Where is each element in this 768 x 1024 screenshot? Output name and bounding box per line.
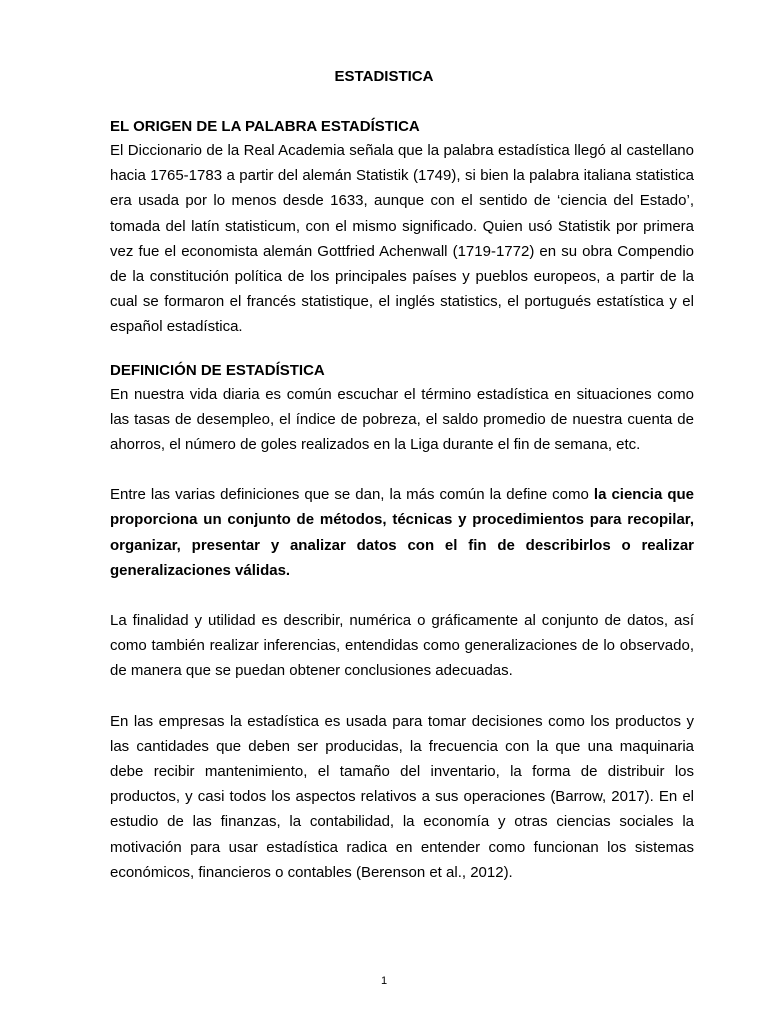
- definition-bold-text: la ciencia que proporciona un conjunto de métodos, técnicas y procedimientos para recopilar, organizar, presentar y analizar datos con el fin de describirlos o realizar generalizaciones válidas.: [110, 486, 694, 579]
- section-heading-definition: DEFINICIÓN DE ESTADÍSTICA: [110, 361, 325, 379]
- paragraph-daily-life: En nuestra vida diaria es común escuchar el término estadística en situaciones como las tasas de desempleo, el índice de pobreza, el saldo promedio de nuestra cuenta de ahorros, el número de goles realizados en la Liga durante el fin de semana, etc.: [110, 385, 694, 454]
- paragraph-business-use: En las empresas la estadística es usada para tomar decisiones como los productos y las cantidades que deben ser producidas, la frecuencia con la que una maquinaria debe recibir mantenimiento, el tamaño del inventario, la forma de distribuir los productos, y casi todos los aspectos relativos a sus operaciones (Barrow, 2017). En el estudio de las finanzas, la contabilidad, la economía y otras ciencias sociales la motivación para usar estadística radica en entender como funcionan los sistemas económicos, financieros o contables (Berenson et al., 2012).: [110, 712, 694, 881]
- section-definition: [110, 360, 694, 885]
- document-body: [110, 116, 694, 885]
- paragraph-definition: [110, 482, 694, 583]
- definition-intro-text: Entre las varias definiciones que se dan, la más común la define como: [110, 486, 589, 504]
- section-heading-origin: EL ORIGEN DE LA PALABRA ESTADÍSTICA: [110, 118, 420, 135]
- page-number: 1: [380, 975, 388, 987]
- document-title: ESTADISTICA: [334, 68, 434, 85]
- paragraph-origin: El Diccionario de la Real Academia señala que la palabra estadística llegó al castellano hacia 1765-1783 a partir del alemán Statistik (1749), si bien la palabra italiana statistica era usada por lo menos desde 1633, aunque con el sentido de ‘ciencia del Estado’, tomada del latín statisticum, con el mismo significado. Quien usó Statistik por primera vez fue el economista alemán Gottfried Achenwall (1719-1772) en su obra Compendio de la constitución política de los principales países y pueblos europeos, a partir de la cual se formaron el francés statistique, el inglés statistics, el portugués estatística y el español estadística.: [110, 142, 694, 336]
- paragraph-purpose: La finalidad y utilidad es describir, numérica o gráficamente al conjunto de datos, así como también realizar inferencias, entendidas como generalizaciones de lo observado, de manera que se puedan obtener conclusiones adecuadas.: [110, 612, 694, 680]
- section-origin: [110, 116, 694, 340]
